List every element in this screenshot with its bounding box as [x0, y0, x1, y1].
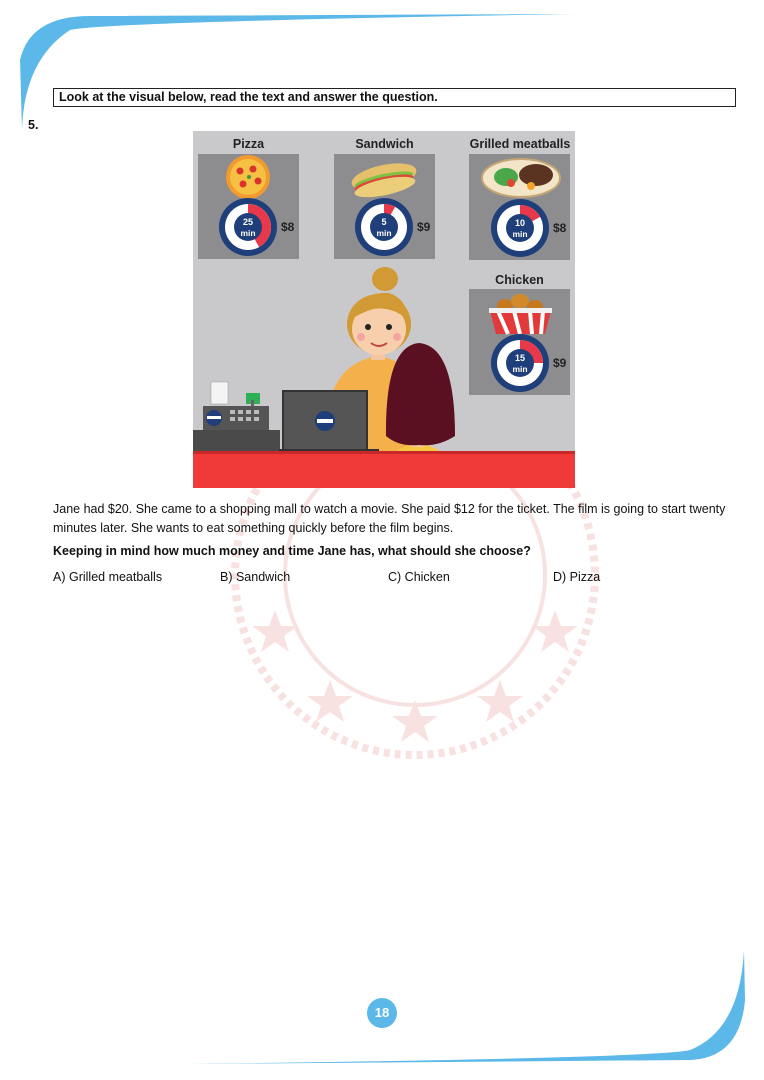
instruction-text: Look at the visual below, read the text and answer the question. — [59, 90, 438, 104]
menu-label-chicken: Chicken — [495, 273, 544, 287]
question-text: Keeping in mind how much money and time Jane has, what should she choose? — [53, 544, 531, 558]
laptop — [279, 391, 379, 454]
grilled-meatballs-icon — [482, 159, 560, 197]
menu-label-sandwich: Sandwich — [355, 137, 414, 151]
timer-minutes: 5 — [381, 217, 387, 227]
timer-unit: min — [512, 364, 528, 374]
option-c[interactable]: C) Chicken — [388, 570, 450, 584]
price-grilled-meatballs: $8 — [553, 221, 567, 235]
price-sandwich: $9 — [417, 220, 431, 234]
timer-minutes: 15 — [514, 353, 526, 363]
page-number: 18 — [367, 998, 397, 1028]
instruction-box — [53, 88, 736, 107]
passage-text: Jane had $20. She came to a shopping mall to watch a movie. She paid $12 for the ticket. The film is going to start twenty minutes later. She wants to eat something quickly before the film begins. — [53, 502, 726, 535]
timer-unit: min — [512, 229, 528, 239]
bottom-right-swoosh — [190, 950, 745, 1064]
counter-edge — [193, 451, 575, 454]
top-left-swoosh — [20, 14, 575, 130]
option-a[interactable]: A) Grilled meatballs — [53, 570, 163, 584]
option-b[interactable]: B) Sandwich — [220, 570, 291, 584]
timer-unit: min — [376, 228, 392, 238]
menu-label-grilled-meatballs: Grilled meatballs — [469, 137, 571, 151]
scene-svg — [193, 131, 575, 488]
menu-label-pizza: Pizza — [232, 137, 265, 151]
pizza-icon — [226, 155, 270, 199]
timer-unit: min — [240, 228, 256, 238]
fast-food-counter-illustration — [193, 131, 575, 488]
timer-minutes: 10 — [514, 218, 526, 228]
counter-front — [193, 451, 575, 488]
price-chicken: $9 — [553, 356, 567, 370]
timer-minutes: 25 — [242, 217, 254, 227]
option-d[interactable]: D) Pizza — [553, 570, 601, 584]
price-pizza: $8 — [281, 220, 295, 234]
question-number: 5. — [28, 118, 39, 132]
